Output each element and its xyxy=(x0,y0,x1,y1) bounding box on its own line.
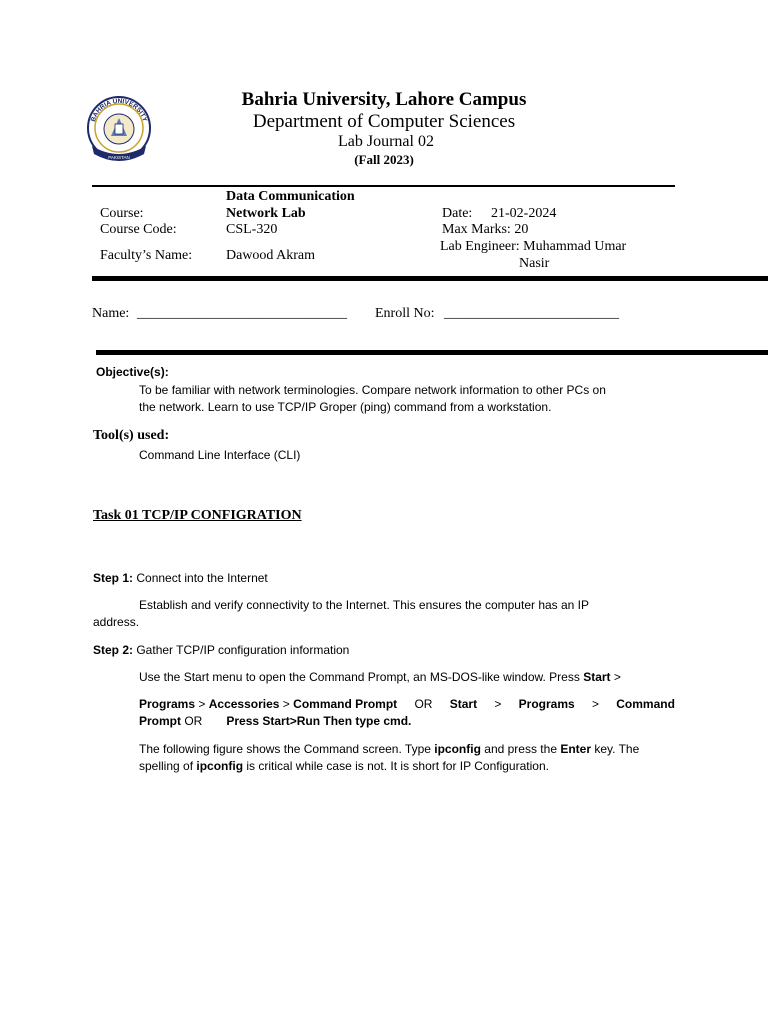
lab-engineer-line1: Lab Engineer: Muhammad Umar xyxy=(440,239,627,254)
gt-sep-3: > xyxy=(494,697,502,711)
step2-para1-start: Start xyxy=(583,670,611,684)
step1-label: Step 1: xyxy=(93,571,134,585)
step2-para4-t1: The following figure shows the Command screen. Type xyxy=(139,742,435,756)
step1-body-line1: Establish and verify connectivity to the Internet. This ensures the computer has an IP xyxy=(139,598,590,612)
header-divider xyxy=(92,185,675,187)
step1-heading xyxy=(93,570,268,587)
step2-para3 xyxy=(139,713,411,730)
department-title: Department of Computer Sciences xyxy=(252,111,516,132)
menu-command-prompt: Command Prompt xyxy=(293,697,398,711)
faculty-label: Faculty’s Name: xyxy=(100,248,193,263)
gt-sep-2: > xyxy=(282,697,290,711)
course-code-label: Course Code: xyxy=(100,222,177,237)
step2-para1 xyxy=(139,669,621,686)
info-divider xyxy=(92,276,768,281)
course-label: Course: xyxy=(100,206,144,221)
logo-text-bottom: PAKISTAN xyxy=(108,155,130,160)
student-name-label: Name: xyxy=(92,306,130,321)
objective-heading: Objective(s): xyxy=(96,365,169,379)
step2-para5 xyxy=(139,758,549,775)
tools-heading: Tool(s) used: xyxy=(93,428,170,443)
step2-para4-t2: and press the xyxy=(480,742,561,756)
task-title: Task 01 TCP/IP CONFIGRATION xyxy=(93,508,302,523)
objective-line2: the network. Learn to use TCP/IP Groper (ping) command from a workstation. xyxy=(139,400,552,414)
lab-engineer-line2: Nasir xyxy=(519,256,550,271)
menu-programs-2: Programs xyxy=(518,697,575,711)
or-separator-1: OR xyxy=(414,697,433,711)
step2-para2-path1 xyxy=(139,696,397,713)
step2-para4-t3: key. The xyxy=(591,742,640,756)
enroll-label: Enroll No: xyxy=(375,306,435,321)
logo-text-top: BAHRIA UNIVERSITY xyxy=(89,97,149,123)
term-label: (Fall 2023) xyxy=(354,152,414,167)
course-code-value: CSL-320 xyxy=(226,222,278,237)
menu-command: Command xyxy=(616,697,675,711)
step2-label: Step 2: xyxy=(93,643,134,657)
menu-programs: Programs xyxy=(139,697,196,711)
step2-para4 xyxy=(139,741,639,758)
ipconfig-keyword-2: ipconfig xyxy=(196,759,244,773)
faculty-value: Dawood Akram xyxy=(226,248,316,263)
step2-para1-text: Use the Start menu to open the Command Prompt, an MS-DOS-like window. Press xyxy=(139,670,584,684)
step2-heading xyxy=(93,642,349,659)
date-label: Date: xyxy=(442,206,473,221)
gt-sep-1: > xyxy=(198,697,206,711)
ipconfig-keyword: ipconfig xyxy=(434,742,481,756)
student-name-field[interactable]: ______________________________ xyxy=(137,306,347,321)
step2-para5-t1: spelling of xyxy=(139,759,197,773)
run-cmd-instruction: Press Start>Run Then type cmd. xyxy=(226,714,412,728)
university-title: Bahria University, Lahore Campus xyxy=(241,89,527,110)
enroll-field[interactable]: _________________________ xyxy=(444,306,619,321)
or-separator-2: OR xyxy=(181,714,203,728)
course-name-line2: Network Lab xyxy=(226,206,306,221)
course-name-line1: Data Communication xyxy=(226,189,355,204)
step2-para5-t2: is critical while case is not. It is short for IP Configuration. xyxy=(243,759,549,773)
step1-body-line2: address. xyxy=(93,615,140,629)
step2-title: Gather TCP/IP configuration information xyxy=(133,643,350,657)
date-value: 21-02-2024 xyxy=(491,206,557,221)
step2-para1-end: > xyxy=(610,670,621,684)
enter-keyword: Enter xyxy=(560,742,592,756)
tools-item: Command Line Interface (CLI) xyxy=(139,448,301,462)
step1-title: Connect into the Internet xyxy=(133,571,268,585)
menu-start: Start xyxy=(449,697,478,711)
step2-para2 xyxy=(139,696,675,713)
journal-title: Lab Journal 02 xyxy=(338,133,434,150)
gt-sep-4: > xyxy=(591,697,599,711)
student-divider xyxy=(96,350,768,355)
menu-accessories: Accessories xyxy=(208,697,280,711)
menu-prompt: Prompt xyxy=(139,714,181,728)
max-marks: Max Marks: 20 xyxy=(442,222,529,237)
objective-line1: To be familiar with network terminologies. Compare network information to other PCs on xyxy=(139,383,606,397)
